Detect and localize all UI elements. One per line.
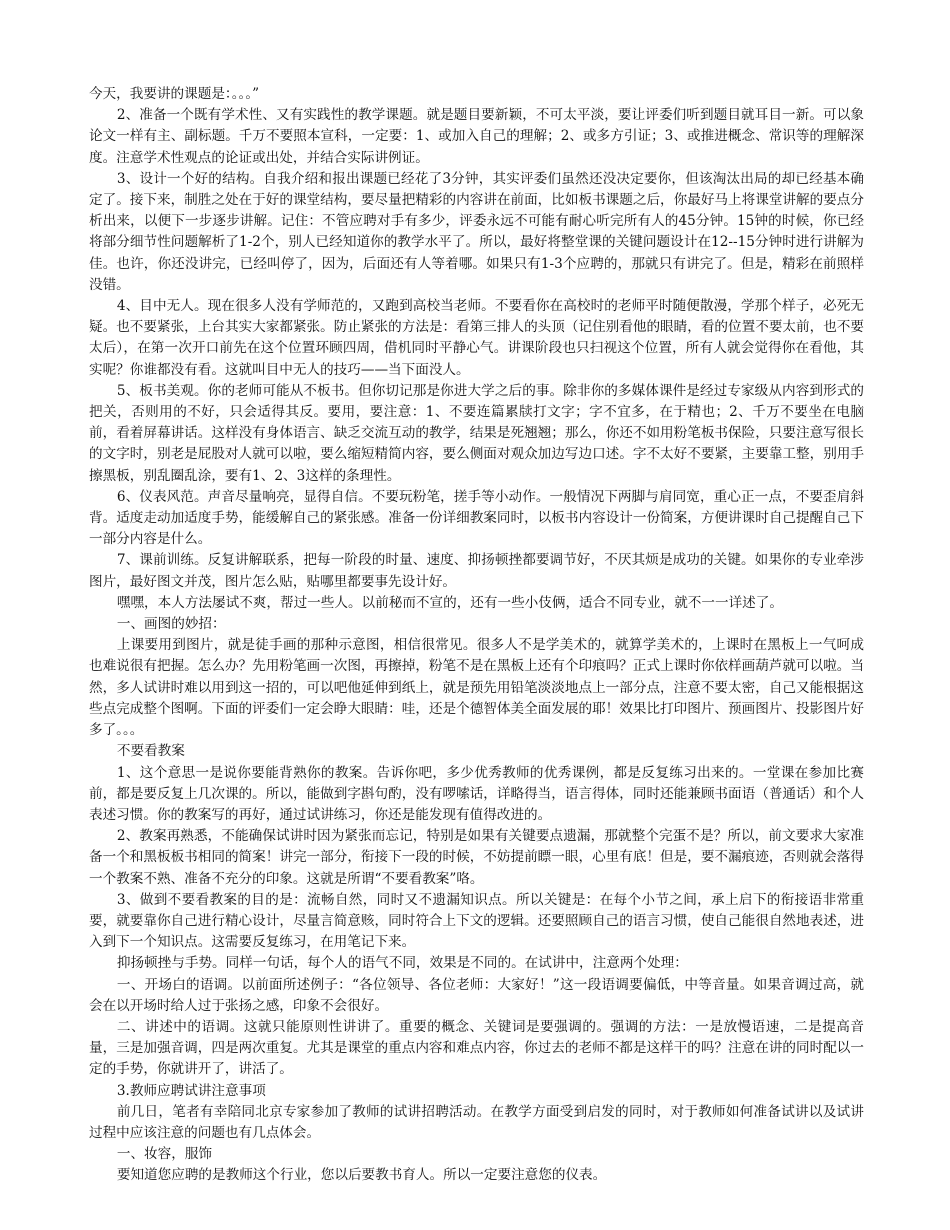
paragraph: 要知道您应聘的是教师这个行业，您以后要教书育人。所以一定要注意您的仪表。: [116, 1167, 607, 1184]
paragraph: 5、板书美观。你的老师可能从不板书。但你切记那是你进大学之后的事。除非你的多媒体课件是经过专家级从内容到形式的把关，否则用的不好，只会适得其反。要用，要注意：1、不要连篇累牍打文字；字不宜多，在于精也；2、千万不要坐在电脑前，看着屏幕讲话。这样没有身体语言、缺乏交流互动的教学，结果是死翘翘；那么，你还不如用粉笔板书保险，只要注意写很长的文字时，别老是屁股对人就可以啦，要么缩短精简内容，要么侧面对观众加边写边口述。字不太好不要紧，主要靠工整，别用手擦黑板，别乱圈乱涂，要有1、2、3这样的条理性。: [89, 382, 864, 484]
paragraph: 上课要用到图片，就是徒手画的那种示意图，相信很常见。很多人不是学美术的，就算学美术的，上课时在黑板上一气呵成也难说很有把握。怎么办？先用粉笔画一次图，再擦掉，粉笔不是在黑板上还有个印痕吗？正式上课时你依样画葫芦就可以啦。当然，多人试讲时难以用到这一招的，可以吧他延伸到纸上，就是预先用铅笔淡淡地点上一部分点，注意不要太密，自己又能根据这些点完成整个图啊。下面的评委们一定会睁大眼睛：哇，还是个德智体美全面发展的耶！效果比打印图片、预画图片、投影图片好多了。。。: [89, 637, 864, 739]
paragraph: 7、课前训练。反复讲解联系，把每一阶段的时量、速度、抑扬顿挫都要调节好，不厌其烦是成功的关键。如果你的专业牵涉图片，最好图文并茂，图片怎么贴，贴哪里都要事先设计好。: [89, 552, 864, 590]
paragraph: 抑扬顿挫与手势。同样一句话，每个人的语气不同，效果是不同的。在试讲中，注意两个处理：: [116, 955, 688, 972]
paragraph: 今天，我要讲的课题是：。。。”: [89, 86, 260, 102]
document-body: [89, 84, 864, 1187]
paragraph: 1、这个意思一是说你要能背熟你的教案。告诉你吧，多少优秀教师的优秀课例，都是反复练习出来的。一堂课在参加比赛前，都是要反复上几次课的。所以，能做到字斟句酌，没有啰嗦话，详略得当，语言得体，同时还能兼顾书面语（普通话）和个人表述习惯。你的教案写的再好，通过试讲练习，你还是能发现有值得改进的。: [89, 764, 864, 823]
paragraph: 前几日，笔者有幸陪同北京专家参加了教师的试讲招聘活动。在教学方面受到启发的同时，对于教师如何准备试讲以及试讲过程中应该注意的问题也有几点体会。: [89, 1103, 864, 1141]
paragraph: 3、设计一个好的结构。自我介绍和报出课题已经花了3分钟，其实评委们虽然还没决定要你，但该淘汰出局的却已经基本确定了。接下来，制胜之处在于好的课堂结构，要尽量把精彩的内容讲在前面，比如板书课题之后，你最好马上将课堂讲解的要点分析出来，以便下一步逐步讲解。记住：不管应聘对手有多少，评委永远不可能有耐心听完所有人的45分钟。15钟的时候，你已经将部分细节性问题解析了1-2个，别人已经知道你的教学水平了。所以，最好将整堂课的关键问题设计在12--15分钟时进行讲解为佳。也许，你还没讲完，已经叫停了，因为，后面还有人等着哪。如果只有1-3个应聘的，那就只有讲完了。但是，精彩在前照样没错。: [89, 170, 864, 293]
paragraph: 一、妆容，服饰: [116, 1146, 213, 1163]
paragraph: 一、开场白的语调。以前面所述例子：“各位领导、各位老师：大家好！”这一段语调要偏低，中等音量。如果音调过高，就会在以开场时给人过于张扬之感，印象不会很好。: [89, 976, 864, 1014]
paragraph: 6、仪表风范。声音尽量响亮，显得自信。不要玩粉笔，搓手等小动作。一般情况下两脚与肩同宽，重心正一点，不要歪肩斜背。适度走动加适度手势，能缓解自己的紧张感。准备一份详细教案同时，以板书内容设计一份简案，方便讲课时自己提醒自己下一部分内容是什么。: [89, 488, 864, 548]
paragraph: 一、画图的妙招：: [116, 616, 226, 633]
paragraph: 嘿嘿，本人方法屡试不爽，帮过一些人。以前秘而不宣的，还有一些小伎俩，适合不同专业，就不一一详述了。: [116, 594, 783, 611]
paragraph: 2、教案再熟悉，不能确保试讲时因为紧张而忘记，特别是如果有关键要点遗漏，那就整个完蛋不是？所以，前文要求大家准备一个和黑板板书相同的简案！讲完一部分，衔接下一段的时候，不妨提前瞟一眼，心里有底！但是，要不漏痕迹，否则就会落得一个教案不熟、准备不充分的印象。这就是所谓“不要看教案”咯。: [89, 828, 864, 887]
paragraph: 3、做到不要看教案的目的是：流畅自然，同时又不遗漏知识点。所以关键是：在每个小节之间，承上启下的衔接语非常重要，就要靠你自己进行精心设计，尽量言简意赅，同时符合上下文的逻辑。还要照顾自己的语言习惯，使自己能很自然地表述，进入到下一个知识点。这需要反复练习，在用笔记下来。: [89, 891, 864, 951]
paragraph: 不要看教案: [116, 743, 185, 760]
paragraph: 4、目中无人。现在很多人没有学师范的，又跑到高校当老师。不要看你在高校时的老师平时随便散漫，学那个样子，必死无疑。也不要紧张，上台其实大家都紧张。防止紧张的方法是：看第三排人的头顶（记住别看他的眼睛，看的位置不要太前，也不要太后），在第一次开口前先在这个位置环顾四周，借机同时平静心气。讲课阶段也只扫视这个位置，所有人就会觉得你在看他，其实呢？你谁都没有看。这就叫目中无人的技巧——当下面没人。: [89, 298, 864, 378]
paragraph: 二、讲述中的语调。这就只能原则性讲讲了。重要的概念、关键词是要强调的。强调的方法：一是放慢语速，二是提高音量，三是加强音调，四是两次重复。尤其是课堂的重点内容和难点内容，你过去的老师不都是这样干的吗？注意在讲的同时配以一定的手势，你就讲开了，讲活了。: [89, 1018, 864, 1078]
paragraph: 3.教师应聘试讲注意事项: [116, 1082, 266, 1099]
paragraph: 2、准备一个既有学术性、又有实践性的教学课题。就是题目要新颖，不可太平淡，要让评委们听到题目就耳目一新。可以象论文一样有主、副标题。千万不要照本宣科，一定要：1、或加入自己的理解；2、或多方引证；3、或推进概念、常识等的理解深度。注意学术性观点的论证或出处，并结合实际讲例证。: [89, 107, 864, 166]
